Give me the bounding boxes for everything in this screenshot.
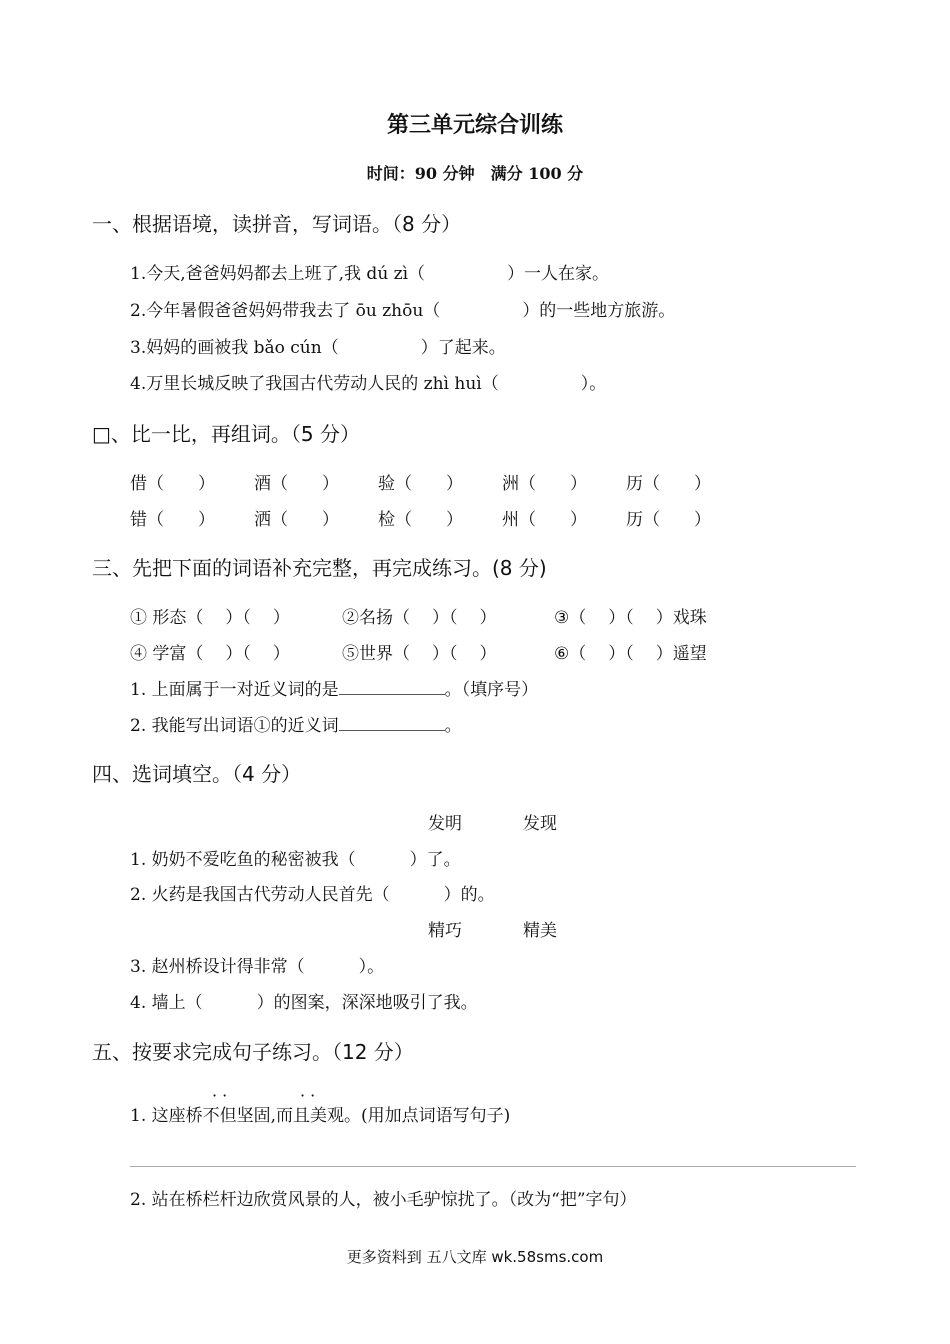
compare-cell: 历（ ） xyxy=(626,474,711,494)
compare-cell: 州（ ） xyxy=(502,510,587,530)
s5-item-2: 2. 站在桥栏杆边欣赏风景的人，被小毛驴惊扰了。（改为“把”字句） xyxy=(130,1190,637,1210)
section-3-heading: 三、先把下面的词语补充完整，再完成练习。(8 分) xyxy=(92,556,547,580)
idiom-cell: ②名扬（ ）（ ） xyxy=(342,608,497,628)
word-option: 精美 xyxy=(523,921,557,941)
idiom-cell: ⑥（ ）（ ）遥望 xyxy=(554,644,707,664)
word-option: 发明 xyxy=(428,814,462,834)
s3-question-1: 1. 上面属于一对近义词的是 。（填序号） xyxy=(130,680,539,700)
compare-cell: 洲（ ） xyxy=(502,474,587,494)
section-2-heading: □、比一比，再组词。（5 分） xyxy=(92,422,360,446)
s4-item-3: 3. 赵州桥设计得非常（ ）。 xyxy=(130,957,385,977)
footer-watermark: 更多资料到 五八文库 wk.58sms.com xyxy=(346,1248,604,1266)
section-5-heading: 五、按要求完成句子练习。（12 分） xyxy=(92,1040,414,1064)
s5-item-1: 1. 这座桥不但坚固,而且美观。(用加点词语写句子) xyxy=(130,1106,511,1126)
idiom-cell: ③（ ）（ ）戏珠 xyxy=(554,608,707,628)
s1-item-4: 4.万里长城反映了我国古代劳动人民的 zhì huì（ ）。 xyxy=(130,374,607,394)
compare-cell: 酒（ ） xyxy=(254,474,339,494)
s1-item-2: 2.今年暑假爸爸妈妈带我去了 ōu zhōu（ ）的一些地方旅游。 xyxy=(130,301,676,321)
emphasis-dots: · · xyxy=(300,1086,316,1105)
exam-info: 时间：90 分钟 满分 100 分 xyxy=(366,164,584,183)
compare-cell: 检（ ） xyxy=(378,510,463,530)
emphasis-dots: · · xyxy=(212,1086,228,1105)
page-title: 第三单元综合训练 xyxy=(386,113,563,138)
s1-item-1: 1.今天,爸爸妈妈都去上班了,我 dú zì（ ）一人在家。 xyxy=(130,264,610,284)
section-1-heading: 一、根据语境，读拼音，写词语。（8 分） xyxy=(92,212,462,236)
idiom-cell: ① 形态（ ）（ ） xyxy=(130,608,290,628)
s3-question-2: 2. 我能写出词语①的近义词 。 xyxy=(130,716,462,736)
compare-cell: 洒（ ） xyxy=(254,510,339,530)
s4-item-4: 4. 墙上（ ）的图案，深深地吸引了我。 xyxy=(130,993,478,1013)
s4-item-2: 2. 火药是我国古代劳动人民首先（ ）的。 xyxy=(130,885,495,905)
compare-cell: 错（ ） xyxy=(130,510,215,530)
compare-cell: 验（ ） xyxy=(378,474,463,494)
answer-line[interactable] xyxy=(130,1166,856,1167)
s1-item-3: 3.妈妈的画被我 bǎo cún（ ）了起来。 xyxy=(130,338,506,358)
word-option: 精巧 xyxy=(428,921,462,941)
idiom-cell: ⑤世界（ ）（ ） xyxy=(342,644,497,664)
compare-cell: 借（ ） xyxy=(130,474,215,494)
idiom-cell: ④ 学富（ ）（ ） xyxy=(130,644,290,664)
section-4-heading: 四、选词填空。（4 分） xyxy=(92,762,302,786)
s4-item-1: 1. 奶奶不爱吃鱼的秘密被我（ ）了。 xyxy=(130,850,461,870)
word-option: 发现 xyxy=(523,814,557,834)
compare-cell: 历（ ） xyxy=(626,510,711,530)
